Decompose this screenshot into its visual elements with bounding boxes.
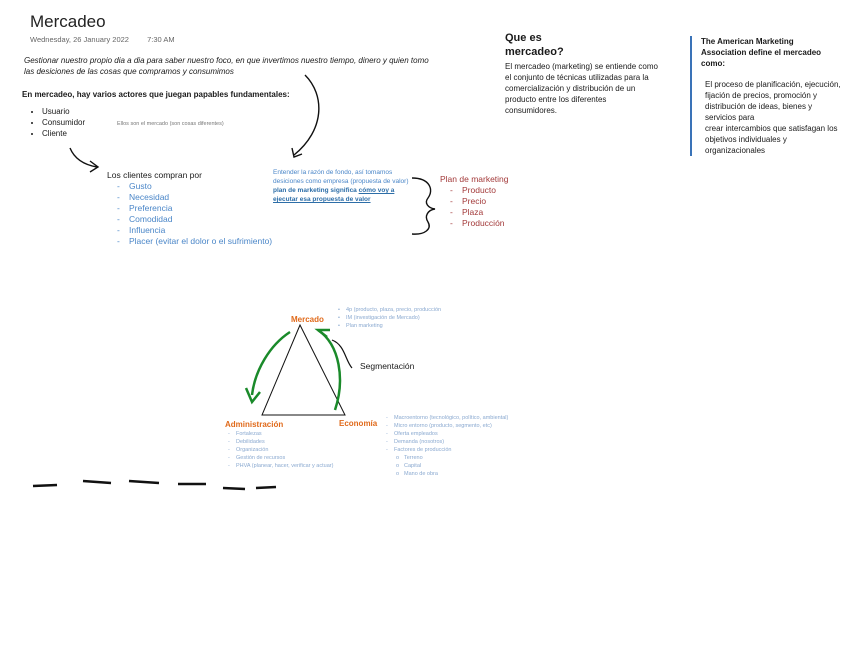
clients-list	[107, 181, 272, 247]
que-es-heading	[505, 31, 564, 59]
list-item: • Usuario	[42, 106, 85, 117]
list-item: - Factores de producción	[384, 446, 508, 454]
administracion-label: Administración	[225, 420, 284, 429]
list-item: - Micro entorno (producto, segmento, etc)	[384, 422, 508, 430]
list-item: • IM (investigación de Mercado)	[336, 314, 441, 322]
list-item: - Necesidad	[107, 192, 272, 203]
page-date: Wednesday, 26 January 2022	[30, 35, 129, 44]
actors-note: Ellos son el mercado (son cosas diferentes)	[117, 121, 224, 127]
quote-bar	[690, 36, 692, 156]
list-item: - Macroentorno (tecnológico, político, ambiental)	[384, 414, 508, 422]
understand-note	[273, 168, 413, 204]
segmentacion-label: Segmentación	[360, 361, 415, 371]
clients-heading: Los clientes compran por	[107, 170, 202, 180]
list-item: - Producto	[440, 185, 505, 196]
mercado-label: Mercado	[291, 315, 324, 324]
list-subitem: o Mano de obra	[384, 470, 508, 478]
list-item: - Plaza	[440, 207, 505, 218]
list-item: - Gestión de recursos	[226, 454, 333, 462]
actors-heading: En mercadeo, hay varios actores que juegan papables fundamentales:	[22, 90, 290, 99]
list-item: • Plan marketing	[336, 322, 441, 330]
que-es-line-2: mercadeo?	[505, 46, 564, 58]
ama-body-2: crear intercambios que satisfagan los objetivos individuales y organizacionales	[705, 124, 838, 155]
list-item: - Placer (evitar el dolor o el sufrimiento)	[107, 236, 272, 247]
list-item: - Producción	[440, 218, 505, 229]
understand-underline: cómo voy a ejecutar esa propuesta de valor	[273, 187, 395, 203]
list-item: • Consumidor	[42, 117, 85, 128]
list-subitem: o Terreno	[384, 454, 508, 462]
list-item: - Oferta empleados	[384, 430, 508, 438]
list-item: - Demanda (nosotros)	[384, 438, 508, 446]
plan-heading: Plan de marketing	[440, 174, 509, 184]
page-title: Mercadeo	[30, 12, 106, 31]
ama-heading: The American Marketing Association define el mercadeo como:	[701, 37, 822, 68]
ama-body	[705, 79, 845, 156]
ama-body-1: El proceso de planificación, ejecución, fijación de precios, promoción y distribución de ideas, bienes y servicios para	[705, 80, 841, 122]
que-es-body: El mercadeo (marketing) se entiende como el conjunto de técnicas utilizadas para la comercialización y distribución de un producto entre los diferentes consumidores.	[505, 62, 658, 115]
list-item: - Comodidad	[107, 214, 272, 225]
list-item: • Cliente	[42, 128, 85, 139]
list-item: • 4p (producto, plaza, precio, producción	[336, 306, 441, 314]
list-item: - Debilidades	[226, 438, 333, 446]
page-meta	[30, 35, 191, 44]
list-item: - Preferencia	[107, 203, 272, 214]
intro-text: Gestionar nuestro propio dia a dia para saber nuestro foco, en que invertimos nuestro tiempo, dinero y quien tomo las desiciones de las cosas que compramos y consumimos	[24, 56, 429, 76]
economia-list	[384, 414, 508, 478]
page-time: 7:30 AM	[147, 35, 175, 44]
mercado-list	[336, 306, 441, 330]
list-item: - PHVA (planear, hacer, verificar y actuar)	[226, 462, 333, 470]
understand-text: Entender la razón de fondo, así tomamos desiciones como empresa (propuesta de valor)	[273, 169, 409, 185]
actors-list	[30, 106, 85, 139]
list-item: - Influencia	[107, 225, 272, 236]
que-es-line-1: Que es	[505, 32, 542, 44]
understand-bold: plan de marketing significa	[273, 187, 359, 194]
list-item: - Gusto	[107, 181, 272, 192]
economia-label: Economía	[339, 419, 378, 428]
list-item: - Fortalezas	[226, 430, 333, 438]
list-subitem: o Capital	[384, 462, 508, 470]
administracion-list	[226, 430, 333, 470]
plan-list	[440, 185, 505, 229]
list-item: - Precio	[440, 196, 505, 207]
list-item: - Organización	[226, 446, 333, 454]
